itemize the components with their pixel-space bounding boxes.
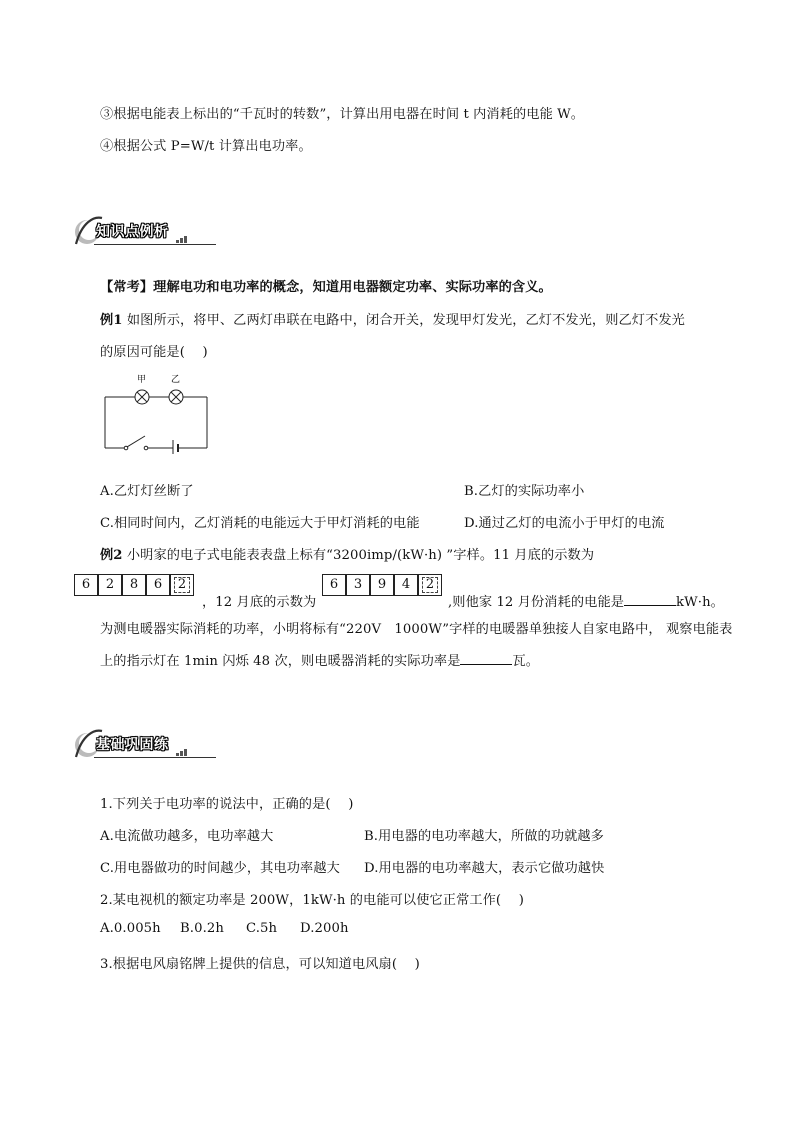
q1-option-d: D.用电器的电功率越大，表示它做功越快 [364, 861, 605, 876]
example2-line1 [100, 544, 594, 563]
meter-digit: 2 [98, 574, 122, 596]
q2-option-d: D.200h [300, 921, 349, 936]
meter-digit: 4 [394, 574, 418, 596]
example1-option-b: B.乙灯的实际功率小 [464, 484, 585, 499]
example1-option-d: D.通过乙灯的电流小于甲灯的电流 [464, 516, 665, 531]
example1-line2: 的原因可能是( ) [100, 345, 208, 360]
topic-line [100, 276, 552, 295]
example2-after-meter [448, 591, 724, 610]
meter-digit: 6 [146, 574, 170, 596]
example2-label: 例2 [100, 548, 123, 563]
meter-digit: 9 [370, 574, 394, 596]
section-underline [94, 244, 216, 245]
example1-line1 [100, 309, 685, 328]
meter-decimal-digit: 2 [170, 574, 194, 596]
q2-stem: 2.某电视机的额定功率是 200W，1kW·h 的电能可以使它正常工作( ) [100, 893, 525, 908]
q2-option-b: B.0.2h [180, 921, 224, 936]
example1-option-a: A.乙灯灯丝断了 [100, 484, 194, 499]
topic-text: 理解电功和电功率的概念，知道用电器额定功率、实际功率的含义。 [153, 280, 552, 295]
lamp-a-label: 甲 [137, 375, 147, 385]
example2-line3: 为测电暖器实际消耗的功率，小明将标有“220V 1000W”字样的电暖器单独接人自家电路中， 观察电能表 [100, 622, 733, 637]
q1-option-a: A.电流做功越多，电功率越大 [100, 829, 274, 844]
meter-digit: 6 [322, 574, 346, 596]
lamp-b-label: 乙 [171, 375, 181, 385]
example2-unit2: 瓦。 [512, 654, 540, 669]
example1-option-c: C.相同时间内，乙灯消耗的电能远大于甲灯消耗的电能 [100, 516, 420, 531]
section-title: 基础巩固练 [96, 737, 169, 753]
meter-digit: 3 [346, 574, 370, 596]
example2-mid-text: ，12 月底的示数为 [202, 595, 317, 610]
section-title: 知识点例析 [96, 224, 169, 240]
step-4: ④根据公式 P=W/t 计算出电功率。 [100, 139, 312, 154]
example2-unit1: kW·h。 [676, 595, 724, 610]
answer-blank-power[interactable] [460, 652, 512, 665]
q1-stem: 1.下列关于电功率的说法中，正确的是( ) [100, 797, 354, 812]
q2-option-c: C.5h [246, 921, 278, 936]
example1-label: 例1 [100, 313, 123, 328]
example2-text: 小明家的电子式电能表表盘上标有“3200imp/(kW·h) ”字样。11 月底的示数为 [122, 548, 595, 563]
meter-digit: 6 [74, 574, 98, 596]
section-header-basics [72, 727, 222, 761]
section-header-knowledge [72, 214, 222, 248]
example2-line4 [100, 650, 539, 669]
example2-line4-text: 上的指示灯在 1min 闪烁 48 次，则电暖器消耗的实际功率是 [100, 654, 461, 669]
meter-reading-december [322, 574, 446, 596]
example1-text: 如图所示，将甲、乙两灯串联在电路中，闭合开关，发现甲灯发光，乙灯不发光，则乙灯不发光 [122, 313, 685, 328]
q3-stem: 3.根据电风扇铭牌上提供的信息，可以知道电风扇( ) [100, 957, 420, 972]
q1-option-c: C.用电器做功的时间越少，其电功率越大 [100, 861, 340, 876]
example2-after-text: ,则他家 12 月份消耗的电能是 [448, 595, 625, 610]
step-3: ③根据电能表上标出的“千瓦时的转数”，计算出用电器在时间 t 内消耗的电能 W。 [100, 107, 585, 122]
meter-reading-november [74, 574, 198, 596]
meter-digit: 8 [122, 574, 146, 596]
section-underline [94, 757, 216, 758]
meter-decimal-digit: 2 [418, 574, 442, 596]
q2-option-a: A.0.005h [100, 921, 161, 936]
answer-blank-energy[interactable] [624, 593, 676, 606]
q1-option-b: B.用电器的电功率越大，所做的功就越多 [364, 829, 604, 844]
topic-tag: 【常考】 [100, 280, 154, 295]
circuit-diagram [100, 370, 212, 454]
